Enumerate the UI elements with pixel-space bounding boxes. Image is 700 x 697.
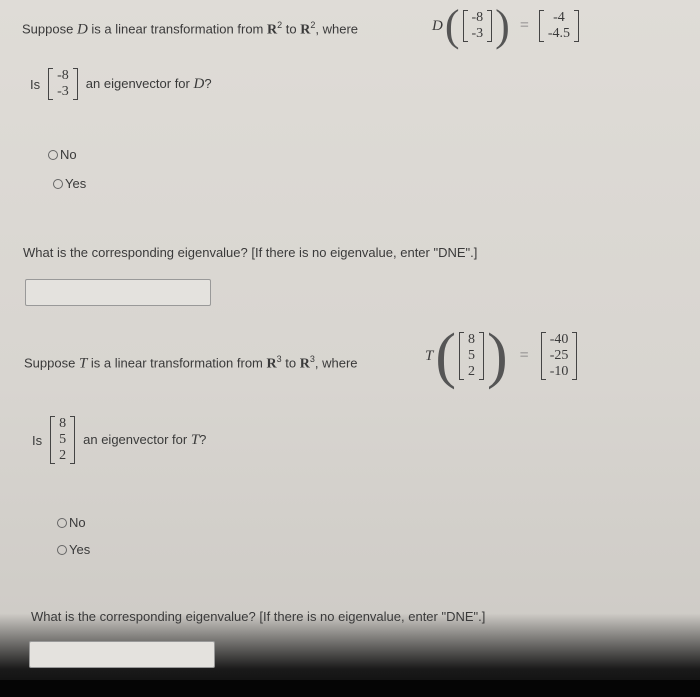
q2-eigenvalue-input[interactable] [29, 641, 215, 668]
q2-statement: Suppose T is a linear transformation from $R^3$ to $R^3$, where [24, 354, 358, 372]
q2-map-name: T [78, 355, 88, 372]
q1-statement: Suppose D is a linear transformation from $R^2$ to $R^2$, where [22, 20, 359, 38]
q1-eigenvalue-input[interactable] [25, 279, 211, 306]
q2-question: Is 8 5 2 an eigenvector for T? [32, 416, 207, 463]
q2-question-vector: 8 5 2 [50, 416, 75, 464]
radio-circle-icon[interactable] [48, 150, 58, 160]
q2-vector-matrix: 8 5 2 [459, 332, 484, 380]
q1-radio-yes[interactable]: Yes [53, 176, 86, 191]
q2-image-matrix: -40 -25 -10 [541, 332, 578, 380]
q1-vector-matrix: -8 -3 [463, 10, 493, 42]
q1-equation: D ( -8 -3 ) = -4 -4.5 [432, 6, 579, 46]
q2-eigen-prompt: What is the corresponding eigenvalue? [If there is no eigenvalue, enter "DNE".] [31, 609, 486, 624]
q1-question-vector: -8 -3 [48, 68, 78, 100]
q1-radio-no[interactable]: No [48, 147, 77, 162]
radio-circle-icon[interactable] [57, 545, 67, 555]
screen-bottom-edge [0, 680, 700, 697]
radio-circle-icon[interactable] [53, 179, 63, 189]
radio-circle-icon[interactable] [57, 518, 67, 528]
q2-equation: T ( 8 5 2 ) = -40 -25 -10 [425, 326, 577, 386]
q2-radio-yes[interactable]: Yes [57, 542, 90, 557]
q1-image-matrix: -4 -4.5 [539, 10, 579, 42]
q1-map-name: D [76, 21, 88, 38]
q1-question: Is -8 -3 an eigenvector for D? [30, 68, 212, 99]
q2-radio-no[interactable]: No [57, 515, 86, 530]
q1-eigen-prompt: What is the corresponding eigenvalue? [If there is no eigenvalue, enter "DNE".] [23, 245, 478, 260]
